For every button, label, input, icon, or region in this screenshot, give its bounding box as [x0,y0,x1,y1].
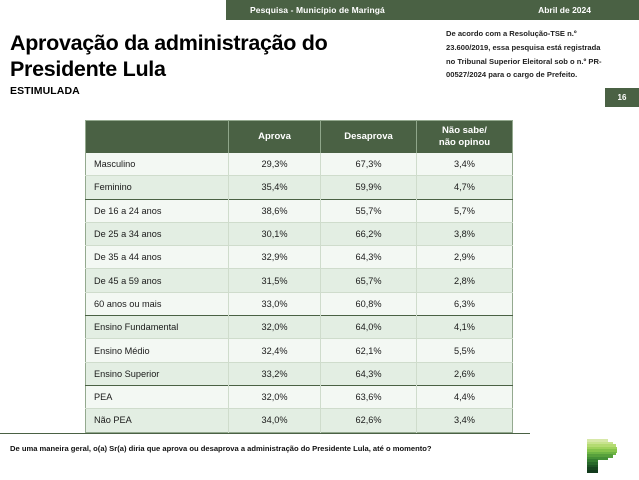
legal-note-line2: 23.600/2019, essa pesquisa está registrada [446,42,601,52]
table-header-category [86,121,229,154]
legal-note-line4: 00527/2024 para o cargo de Prefeito. [446,70,578,80]
table-cell-desaprova: 59,9% [321,176,417,199]
legal-note-line3: no Tribunal Superior Eleitoral sob o n.º PR- [446,56,602,66]
table-row [86,316,513,339]
table-cell-aprova: 35,4% [229,176,321,199]
table-cell-category: De 45 a 59 anos [86,269,229,292]
table-cell-category: PEA [86,385,229,408]
table-cell-aprova: 32,0% [229,385,321,408]
table-cell-desaprova: 67,3% [321,153,417,176]
table-header-nao-sabe-line1: Não sabe/ [442,125,487,137]
table-cell-aprova: 32,9% [229,246,321,269]
logo-bar [587,470,598,474]
table-cell-category: De 16 a 24 anos [86,199,229,222]
table-cell-category: Ensino Superior [86,362,229,385]
table-cell-nao-sabe: 3,4% [417,409,513,432]
table-row [86,246,513,269]
table-cell-category: De 35 a 44 anos [86,246,229,269]
table-cell-category: De 25 a 34 anos [86,222,229,245]
legal-note [446,27,633,82]
title-block [10,30,410,97]
table-row [86,222,513,245]
table-cell-aprova: 33,0% [229,292,321,315]
table-header-nao-sabe-line2: não opinou [438,137,491,148]
table-row [86,339,513,362]
table-cell-category: 60 anos ou mais [86,292,229,315]
page-title-line1: Aprovação da administração do [10,31,328,55]
table-cell-nao-sabe: 5,5% [417,339,513,362]
table-cell-nao-sabe: 4,4% [417,385,513,408]
table-cell-desaprova: 62,6% [321,409,417,432]
table-cell-category: Ensino Fundamental [86,316,229,339]
table-cell-aprova: 33,2% [229,362,321,385]
table-cell-desaprova: 64,3% [321,362,417,385]
table-cell-desaprova: 66,2% [321,222,417,245]
footer-question: De uma maneira geral, o(a) Sr(a) diria que aprova ou desaprova a administração do Presidente Lula, até o momento? [10,444,432,453]
table-row [86,176,513,199]
table-cell-desaprova: 64,3% [321,246,417,269]
table-cell-nao-sabe: 5,7% [417,199,513,222]
page-title [10,30,410,82]
survey-title: Pesquisa - Município de Maringá [250,5,385,15]
table-cell-nao-sabe: 4,7% [417,176,513,199]
table-header-desaprova: Desaprova [321,121,417,154]
table-cell-nao-sabe: 2,6% [417,362,513,385]
table-row [86,409,513,432]
table-cell-category: Não PEA [86,409,229,432]
table-cell-aprova: 38,6% [229,199,321,222]
table-cell-aprova: 32,0% [229,316,321,339]
table-cell-desaprova: 64,0% [321,316,417,339]
table-body [86,153,513,432]
table-cell-category: Feminino [86,176,229,199]
table-row [86,269,513,292]
footer-divider [0,433,530,434]
table-cell-aprova: 31,5% [229,269,321,292]
table-cell-nao-sabe: 4,1% [417,316,513,339]
table-cell-category: Ensino Médio [86,339,229,362]
table-row [86,153,513,176]
p-logo-icon [587,439,619,472]
table-cell-desaprova: 60,8% [321,292,417,315]
table-cell-aprova: 29,3% [229,153,321,176]
table-cell-aprova: 34,0% [229,409,321,432]
table-row [86,385,513,408]
table-row [86,292,513,315]
table-cell-desaprova: 62,1% [321,339,417,362]
table-cell-nao-sabe: 6,3% [417,292,513,315]
table-row [86,362,513,385]
table-cell-nao-sabe: 2,9% [417,246,513,269]
table-cell-nao-sabe: 2,8% [417,269,513,292]
table-cell-desaprova: 55,7% [321,199,417,222]
table-cell-aprova: 32,4% [229,339,321,362]
page-subtitle: ESTIMULADA [10,85,80,98]
page-title-line2: Presidente Lula [10,57,166,82]
table-row [86,199,513,222]
table-cell-nao-sabe: 3,8% [417,222,513,245]
table-cell-category: Masculino [86,153,229,176]
header-bar [226,0,639,20]
table-cell-desaprova: 65,7% [321,269,417,292]
results-table [85,120,513,433]
table-cell-nao-sabe: 3,4% [417,153,513,176]
legal-note-line1: De acordo com a Resolução-TSE n.º [446,29,577,38]
survey-date: Abril de 2024 [538,5,591,15]
table-cell-desaprova: 63,6% [321,385,417,408]
table-header-nao-sabe [417,121,513,154]
table-header-row [86,121,513,154]
page-number-badge: 16 [605,88,639,107]
table-header-aprova: Aprova [229,121,321,154]
table-cell-aprova: 30,1% [229,222,321,245]
table-head [86,121,513,154]
